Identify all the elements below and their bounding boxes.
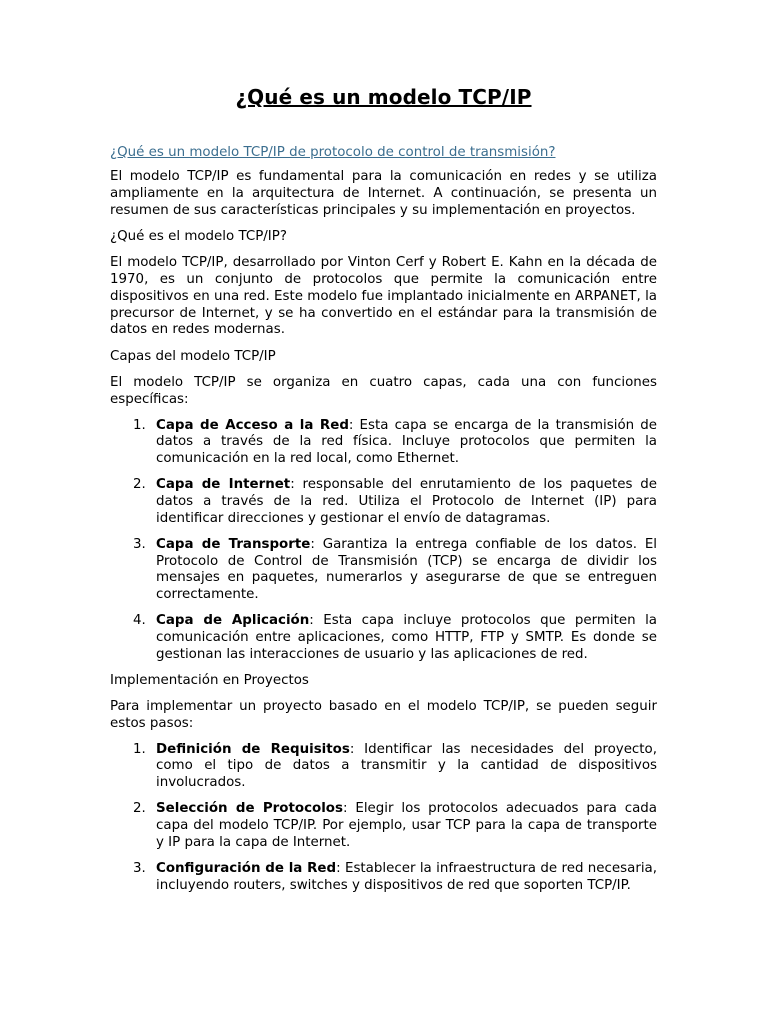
list-term: Definición de Requisitos (156, 741, 350, 757)
list-text: : Esta capa se encarga de la transmisión de datos a través de la red física. Incluye protocolos que permiten la comunicación en la red local, como Ethernet. (156, 417, 658, 467)
list-number: 4. (133, 613, 146, 629)
list-text: : Garantiza la entrega confiable de los datos. El Protocolo de Control de Transmisión (TCP) se encarga de dividir los mensajes en paquetes, numerarlos y asegurarse de que se entreguen correctamente. (156, 536, 658, 603)
steps-list (110, 742, 657, 895)
list-text: : responsable del enrutamiento de los paquetes de datos a través de la red. Utiliza el Protocolo de Internet (IP) para identificar direcciones y gestionar el envío de datagramas. (156, 477, 657, 526)
list-number: 3. (133, 860, 146, 876)
section-layers-heading: Capas del modelo TCP/IP (110, 348, 276, 364)
list-term: Selección de Protocolos (156, 801, 343, 817)
section-implementation-intro: Para implementar un proyecto basado en el modelo TCP/IP, se pueden seguir estos pasos: (110, 698, 657, 731)
list-number: 3. (133, 536, 146, 552)
list-number: 1. (133, 741, 146, 757)
list-term: Capa de Aplicación (156, 613, 310, 629)
list-term: Capa de Acceso a la Red (156, 417, 349, 433)
list-text: : Elegir los protocolos adecuados para cada capa del modelo TCP/IP. Por ejemplo, usar TCP para la capa de transporte y IP para la capa de Internet. (156, 801, 657, 850)
list-text: : Esta capa incluye protocolos que permiten la comunicación entre aplicaciones, como HTTP, FTP y SMTP. Es donde se gestionan las interacciones de usuario y las aplicaciones de red. (156, 613, 657, 662)
list-item (110, 477, 657, 527)
list-term: Configuración de la Red (156, 860, 337, 876)
list-text: : Identificar las necesidades del proyecto, como el tipo de datos a transmitir y la cantidad de dispositivos involucrados. (156, 741, 657, 791)
section-layers-intro: El modelo TCP/IP se organiza en cuatro capas, cada una con funciones específicas: (110, 374, 657, 407)
list-item (110, 801, 657, 851)
list-item (110, 418, 657, 468)
layers-list (110, 418, 657, 664)
list-text: : Establecer la infraestructura de red necesaria, incluyendo routers, switches y dispositivos de red que soporten TCP/IP. (156, 860, 658, 893)
list-item (110, 861, 657, 895)
list-item (110, 613, 657, 663)
section-question-heading: ¿Qué es el modelo TCP/IP? (110, 228, 287, 244)
section-question-body: El modelo TCP/IP, desarrollado por Vinton Cerf y Robert E. Kahn en la década de 1970, es un conjunto de protocolos que permite la comunicación entre dispositivos en una red. Este modelo fue implantado inicialmente en ARPANET, la precursor de Internet, y se ha convertido en el estándar para la transmisión de datos en redes modernas. (110, 255, 657, 338)
list-number: 2. (133, 477, 146, 493)
subtitle-link[interactable]: ¿Qué es un modelo TCP/IP de protocolo de control de transmisión? (110, 145, 556, 160)
intro-paragraph: El modelo TCP/IP es fundamental para la comunicación en redes y se utiliza ampliamente en la arquitectura de Internet. A continuación, se presenta un resumen de sus características principales y su implementación en proyectos. (110, 169, 657, 218)
section-implementation-heading: Implementación en Proyectos (110, 672, 309, 688)
page-title: ¿Qué es un modelo TCP/IP (235, 85, 532, 109)
list-item (110, 537, 657, 604)
list-item (110, 742, 657, 792)
list-term: Capa de Transporte (156, 536, 311, 552)
document-page (110, 84, 657, 904)
list-number: 2. (133, 801, 146, 817)
list-number: 1. (133, 417, 146, 433)
list-term: Capa de Internet (156, 477, 291, 493)
